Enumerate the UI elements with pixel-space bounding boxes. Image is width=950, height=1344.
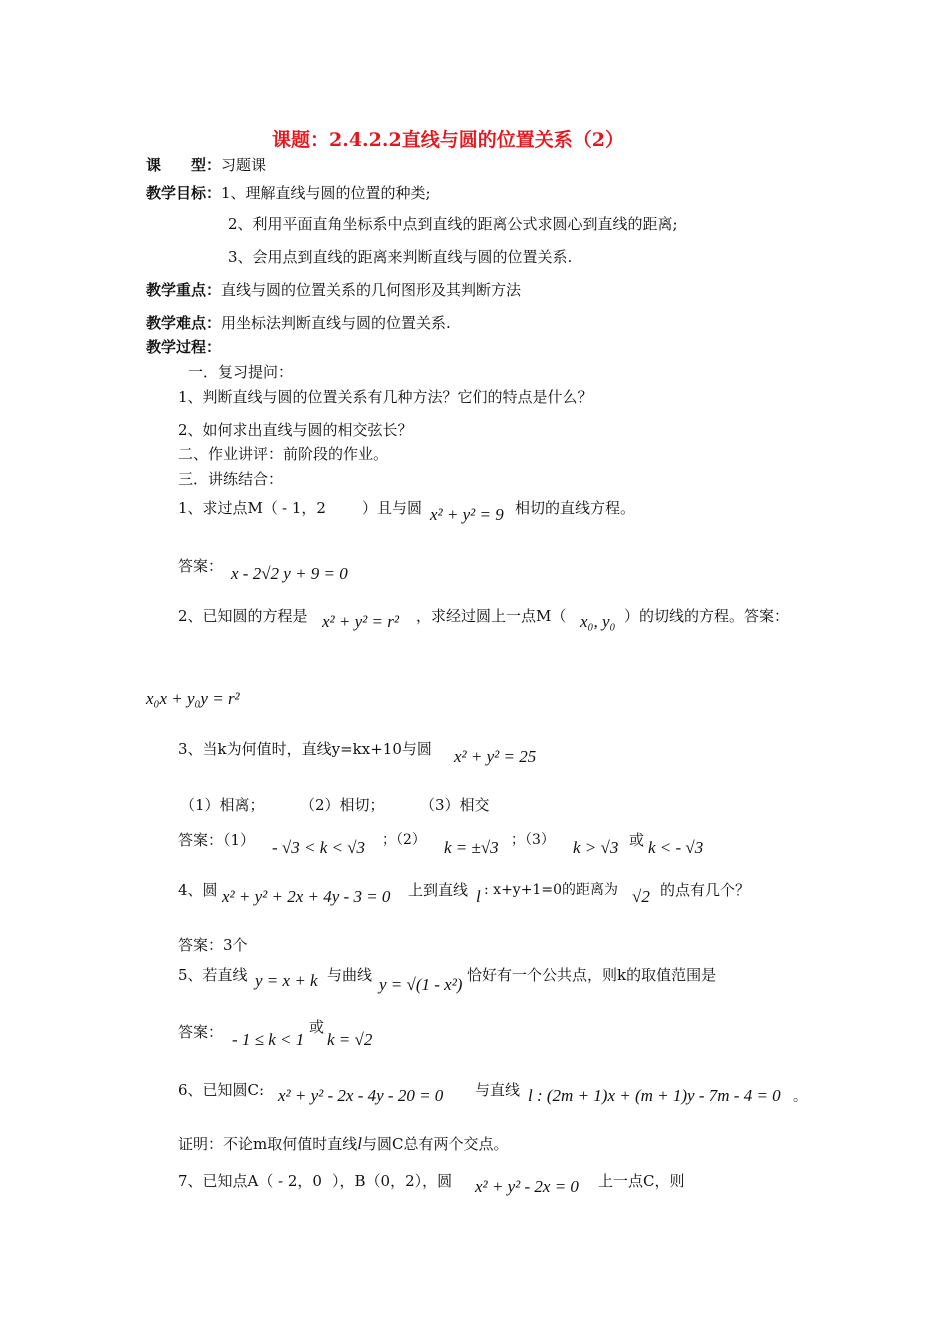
difficulty (146, 312, 451, 333)
problem-2-text-a: 2、已知圆的方程是 (178, 607, 308, 625)
problem-5-text-b: 与曲线 (327, 966, 373, 984)
problem-3-answer-label: 答案：（1） (178, 831, 256, 849)
problem-4-text-d: 的点有几个？ (660, 881, 751, 899)
problem-5-curve-eq: y = √(1 - x²) (379, 975, 463, 994)
lesson-type-value: 习题课 (221, 156, 267, 174)
problem-3-answer-3a: k > √3 (573, 838, 619, 857)
objectives-label: 教学目标： (146, 184, 222, 202)
problem-6-text-b: 与直线 (475, 1081, 521, 1099)
difficulty-label: 教学难点： (146, 314, 222, 332)
review-q2: 2、如何求出直线与圆的相交弦长？ (178, 421, 413, 439)
problem-1-answer-label: 答案： (178, 557, 224, 575)
problem-5-line-eq: y = x + k (255, 971, 318, 990)
problem-1-text-b: ）且与圆 (362, 499, 423, 517)
lesson-type-label: 课 型： (146, 156, 222, 174)
problem-6-proof (178, 1133, 508, 1154)
problem-5-answer-1: - 1 ≤ k < 1 (232, 1030, 305, 1049)
problem-2-equation: x² + y² = r² (322, 612, 399, 631)
problem-3-sep-2: ；（2） (382, 832, 426, 848)
practice-heading: 三．讲练结合： (178, 470, 284, 488)
problem-6-text-c: 。 (793, 1089, 807, 1105)
problem-6-proof-line: l (357, 1134, 362, 1153)
problem-4-text-c: : x+y+1=0的距离为 (484, 882, 618, 898)
problem-2-answer: x₀x + y₀y = r² (146, 689, 240, 708)
problem-1-text-a: 1、求过点M（ (178, 499, 278, 517)
difficulty-value: 用坐标法判断直线与圆的位置关系. (221, 314, 451, 332)
problem-4-answer: 答案：3个 (178, 936, 248, 954)
process-label: 教学过程： (146, 338, 222, 356)
problem-3-option-1: （1）相离； (180, 796, 265, 814)
problem-2-point: x₀, y₀ (580, 612, 616, 631)
problem-1-text-c: 相切的直线方程。 (515, 499, 636, 517)
problem-6-proof-b: 与圆C总有两个交点。 (361, 1135, 509, 1153)
problem-1-answer: x - 2√2 y + 9 = 0 (231, 564, 348, 583)
problem-7-equation: x² + y² - 2x = 0 (475, 1177, 579, 1196)
problem-4-text-b: 上到直线 (408, 881, 469, 899)
problem-5-answer-label: 答案： (178, 1023, 224, 1041)
problem-3-option-2: （2）相切； (300, 796, 385, 814)
problem-4-line: l (476, 887, 481, 906)
problem-4-distance: √2 (632, 887, 650, 906)
objective-3: 3、会用点到直线的距离来判断直线与圆的位置关系. (228, 248, 573, 266)
lesson-type (146, 154, 266, 175)
problem-3-answer-3b: k < - √3 (648, 838, 704, 857)
problem-5-answer-2: k = √2 (327, 1030, 373, 1049)
objective-1: 1、理解直线与圆的位置的种类; (221, 184, 431, 202)
objectives (146, 182, 431, 203)
problem-7-point-a: - 2，0 (278, 1172, 322, 1190)
problem-3-text: 3、当k为何值时，直线y=kx+10与圆 (178, 740, 432, 758)
objective-2: 2、利用平面直角坐标系中点到直线的距离公式求圆心到直线的距离; (228, 215, 678, 233)
key-point (146, 279, 521, 300)
review-q1: 1、判断直线与圆的位置关系有几种方法？它们的特点是什么？ (178, 388, 593, 406)
problem-3-answer-2: k = ±√3 (444, 838, 499, 857)
problem-2-text-c: ）的切线的方程。答案： (624, 607, 790, 625)
homework: 二、作业讲评：前阶段的作业。 (178, 445, 389, 463)
problem-4-text-a: 4、圆 (178, 881, 218, 899)
problem-6-equation: x² + y² - 2x - 4y - 20 = 0 (278, 1086, 444, 1105)
key-point-value: 直线与圆的位置关系的几何图形及其判断方法 (221, 281, 522, 299)
problem-1-equation: x² + y² = 9 (430, 505, 504, 524)
problem-5-or: 或 (309, 1018, 325, 1036)
problem-5-text-a: 5、若直线 (178, 966, 248, 984)
problem-1-point: - 1，2 (282, 499, 326, 517)
page-title: 课题：2.4.2.2直线与圆的位置关系（2） (272, 129, 624, 151)
problem-6-text-a: 6、已知圆C: (178, 1081, 265, 1099)
problem-3-sep-3: ；（3） (511, 832, 555, 848)
problem-5-text-c: 恰好有一个公共点，则k的取值范围是 (467, 966, 717, 984)
problem-7-text-a: 7、已知点A（ (178, 1172, 274, 1190)
problem-2-text-b: ，求经过圆上一点M（ (416, 607, 567, 625)
problem-3-option-3: （3）相交 (420, 796, 490, 814)
problem-7-text-c: 上一点C，则 (598, 1172, 685, 1190)
review-heading: 一．复习提问： (188, 363, 294, 381)
problem-3-answer-1: - √3 < k < √3 (272, 838, 366, 857)
problem-6-line: l : (2m + 1)x + (m + 1)y - 7m - 4 = 0 (528, 1086, 781, 1105)
problem-3-equation: x² + y² = 25 (454, 747, 537, 766)
problem-7-text-b: ），B（0，2），圆 (332, 1172, 453, 1190)
key-point-label: 教学重点： (146, 281, 222, 299)
problem-4-equation: x² + y² + 2x + 4y - 3 = 0 (222, 887, 391, 906)
problem-6-proof-a: 证明：不论m取何值时直线 (178, 1135, 358, 1153)
problem-3-or: 或 (629, 831, 645, 849)
